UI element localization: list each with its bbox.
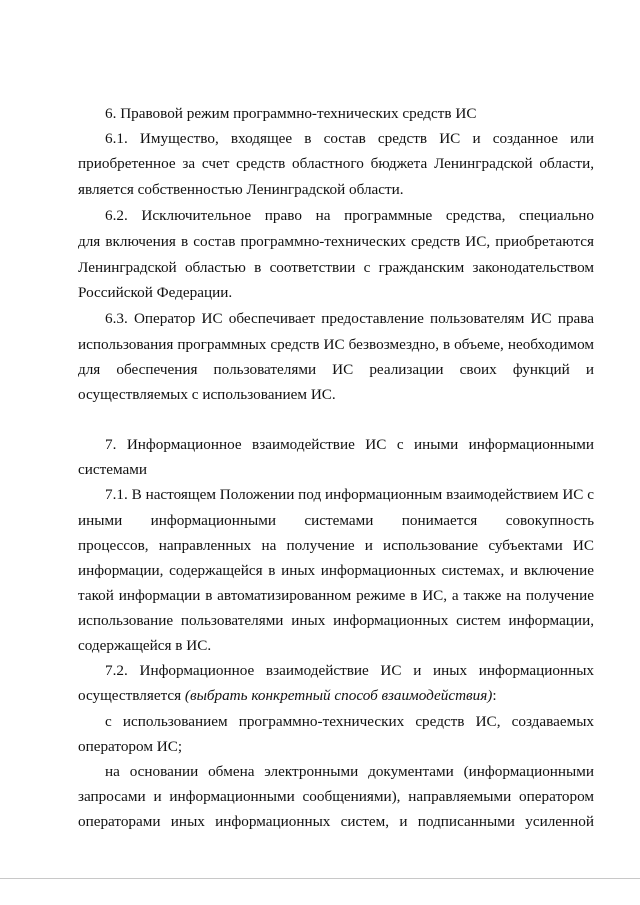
paragraph-6-2-line: Российской Федерации. — [78, 284, 233, 301]
paragraph-6-2-line: 6.2. Исключительное право на программные средства, специально — [105, 207, 594, 224]
option-1-line: оператором ИС; — [78, 738, 183, 755]
paragraph-7-1-line: 7.1. В настоящем Положении под информационным взаимодействием ИС с — [105, 486, 594, 503]
paragraph-6-1-line: 6.1. Имущество, входящее в состав средств ИС и созданное или — [105, 130, 594, 147]
paragraph-6-3-line: использования программных средств ИС безвозмездно, в объеме, необходимом — [78, 336, 594, 353]
paragraph-6-1-line: приобретенное за счет средств областного бюджета Ленинградской области, — [78, 155, 594, 172]
instruction-note: (выбрать конкретный способ взаимодействия) — [184, 687, 493, 704]
paragraph-7-2-line — [78, 687, 497, 705]
paragraph-6-3-line: осуществляемых с использованием ИС. — [78, 386, 336, 403]
section-7-heading-line: системами — [78, 461, 147, 478]
paragraph-7-1-line: содержащейся в ИС. — [78, 637, 212, 654]
paragraph-7-1-line: использование пользователями иных информационных систем информации, — [78, 612, 594, 629]
option-2-line: операторами иных информационных систем, и подписанными усиленной — [78, 813, 594, 830]
paragraph-6-3-line: 6.3. Оператор ИС обеспечивает предоставление пользователям ИС права — [105, 310, 594, 327]
option-2-line: на основании обмена электронными документами (информационными — [105, 763, 594, 780]
paragraph-7-2-colon: : — [492, 687, 497, 704]
paragraph-7-1-line: информации, содержащейся в иных информационных системах, и включение — [78, 562, 594, 579]
option-1-line: с использованием программно-технических средств ИС, создаваемых — [105, 713, 594, 730]
paragraph-7-1-line: такой информации в автоматизированном режиме в ИС, а также на получение — [78, 587, 594, 604]
paragraph-6-2-line: для включения в состав программно-технических средств ИС, приобретаются — [78, 233, 594, 250]
paragraph-7-1-line: иными информационными системами понимается совокупность — [78, 512, 594, 529]
paragraph-7-2-text: осуществляется — [78, 687, 185, 704]
option-2-line: запросами и информационными сообщениями), направляемыми оператором — [78, 788, 594, 805]
page-bottom-divider — [0, 878, 640, 879]
paragraph-6-3-line: для обеспечения пользователями ИС реализации своих функций и — [78, 361, 594, 378]
section-6-heading: 6. Правовой режим программно-технических средств ИС — [105, 105, 477, 122]
paragraph-7-1-line: процессов, направленных на получение и использование субъектами ИС — [78, 537, 594, 554]
paragraph-7-2-line: 7.2. Информационное взаимодействие ИС и иных информационных — [105, 662, 594, 679]
section-7-heading-line: 7. Информационное взаимодействие ИС с иными информационными — [105, 436, 594, 453]
paragraph-6-2-line: Ленинградской областью в соответствии с гражданским законодательством — [78, 259, 594, 276]
paragraph-6-1-line: является собственностью Ленинградской области. — [78, 181, 404, 198]
